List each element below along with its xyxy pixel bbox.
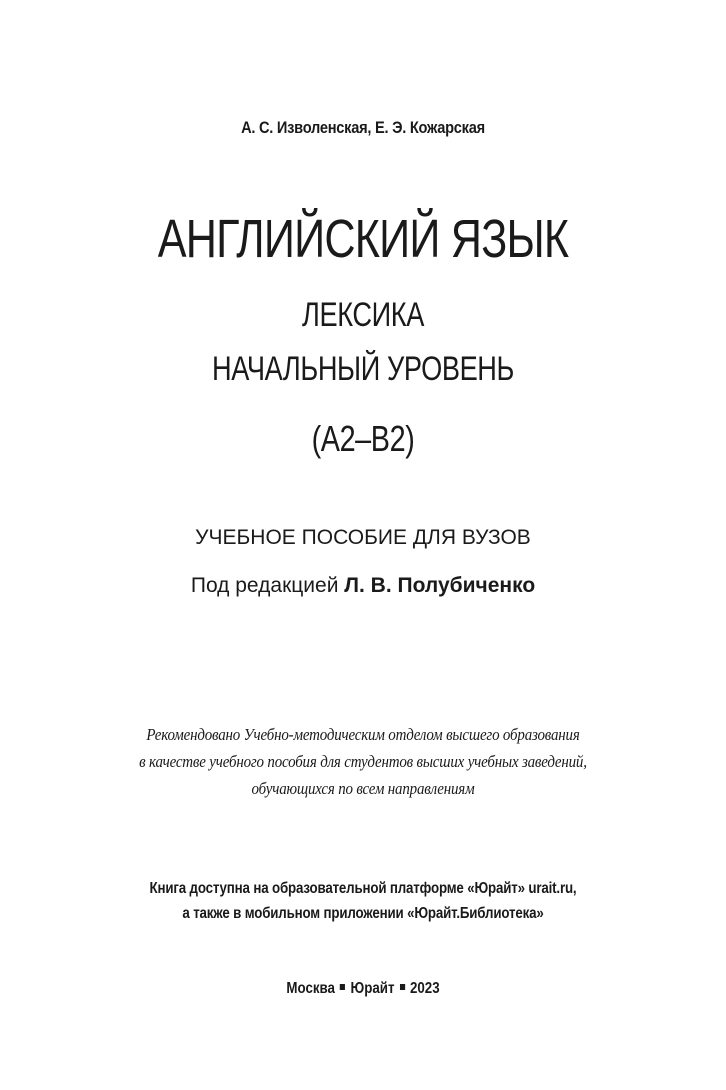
imprint-city: Москва — [286, 980, 335, 997]
subtitle-line-2: НАЧАЛЬНЫЙ УРОВЕНЬ — [211, 350, 515, 388]
imprint — [51, 980, 675, 998]
imprint-year: 2023 — [409, 980, 440, 997]
availability-line-1: Книга доступна на образовательной платформе «Юрайт» urait.ru, — [149, 880, 577, 897]
editor-line — [0, 574, 726, 598]
imprint-publisher: Юрайт — [350, 980, 395, 997]
editor-name: Л. В. Полубиченко — [344, 574, 536, 597]
subtitle-line-1: ЛЕКСИКА — [302, 296, 424, 334]
subtitle-level: (A2–B2) — [311, 418, 415, 459]
editor-prefix: Под редакцией — [190, 574, 345, 597]
document-type: УЧЕБНОЕ ПОСОБИЕ ДЛЯ ВУЗОВ — [195, 526, 531, 549]
recommendation-line-2: в качестве учебного пособия для студентов высших учебных заведений, — [139, 752, 587, 771]
recommendation-line-3: обучающихся по всем направлениям — [251, 779, 475, 798]
book-title: АНГЛИЙСКИЙ ЯЗЫК — [157, 209, 569, 269]
authors: А. С. Изволенская, Е. Э. Кожарская — [241, 118, 485, 137]
square-bullet-icon — [400, 984, 405, 990]
square-bullet-icon — [340, 984, 345, 990]
availability-line-2: а также в мобильном приложении «Юрайт.Библиотека» — [182, 905, 544, 922]
recommendation-line-1: Рекомендовано Учебно-методическим отделом высшего образования — [146, 725, 580, 744]
